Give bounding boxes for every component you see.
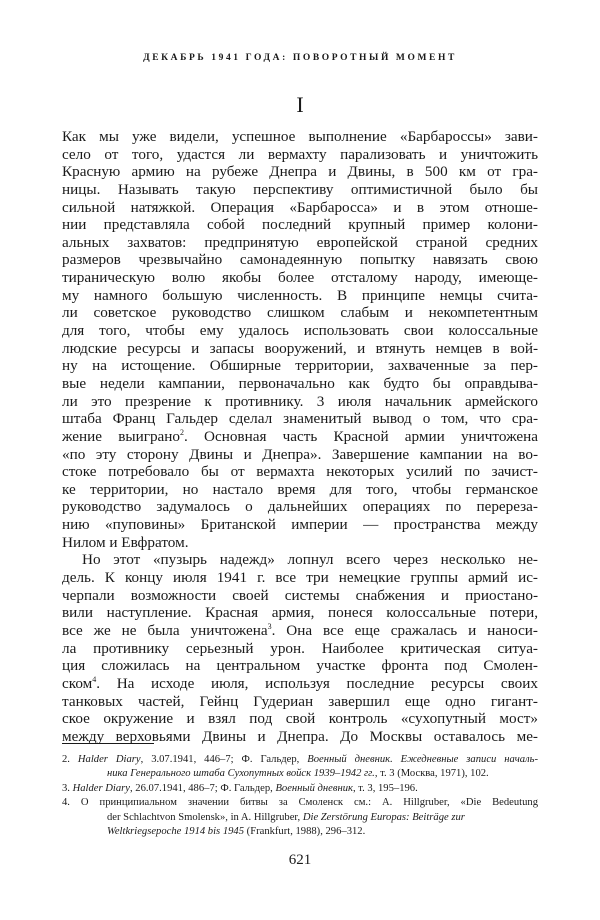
text-line: ницы. Называть такую перспективу оптимистичной было бы (62, 180, 538, 198)
text-line: ское окружение и взял под свой контроль «сухопутный мост» (62, 710, 538, 728)
text-line: Красную армию на рубеже Днепра и Двины, в 500 км от гра- (62, 163, 538, 181)
text-line: ли это презрение к противнику. 3 июля начальник армейского (62, 392, 538, 410)
footnote-divider (62, 743, 154, 744)
footnotes (62, 753, 538, 839)
text-line: му намного большую численность. В принципе немцы счита- (62, 286, 538, 304)
text-line: все же не была уничтожена$^3$. Она все еще сражалась и наноси- (62, 621, 538, 639)
body-text (62, 128, 538, 745)
text-line: ция сложилась на центральном участке фронта под Смолен- (62, 657, 538, 675)
page-number: 621 (288, 852, 312, 868)
text-line: ском$^4$. На исходе июля, используя последние ресурсы своих (62, 674, 538, 692)
text-line: для того, чтобы ему удалось использовать свои колоссальные (62, 322, 538, 340)
footnote-ref-4[interactable]: 4 (92, 674, 97, 684)
footnote-4-cont2: Weltkriegsepoche 1914 bis 1945 (Frankfurt, 1988), 296–312. (107, 825, 366, 837)
text-line: тираническую волю якобы более отсталому народу, имеюще- (62, 269, 538, 287)
text-line: между верховьями Двины и Днепра. До Москвы оставалось ме- (62, 727, 538, 745)
text-line: альных захватов: предпринятую европейской страной средних (62, 233, 538, 251)
text-line: стоке потребовало бы от вермахта некоторых усилий по зачист- (62, 463, 538, 481)
text-line: танковых частей, Гейнц Гудериан завершил еще одно гигант- (62, 692, 538, 710)
running-head: ДЕКАБРЬ 1941 ГОДА: ПОВОРОТНЫЙ МОМЕНТ (143, 53, 457, 63)
section-number: I (296, 92, 304, 117)
text-line: вые недели кампании, первоначально как будто бы оправдыва- (62, 374, 538, 392)
footnote-ref-2[interactable]: 2 (180, 427, 185, 437)
text-line: ну на истощение. Обширные территории, захваченные за пер- (62, 357, 538, 375)
footnote-3: 3. Halder Diary, 26.07.1941, 486–7; Ф. Гальдер, Военный дневник, т. 3, 195–196. (62, 782, 418, 794)
text-line: ла противнику серьезный урон. Наиболее критическая ситуа- (62, 639, 538, 657)
footnote-4: 4. О принципиальном значении битвы за Смоленск см.: A. Hillgruber, «Die Bedeutung (62, 797, 539, 809)
text-line: людские ресурсы и запасы вооружений, и втянуть немцев в вой- (62, 339, 538, 357)
text-line: дель. К концу июля 1941 г. все три немецкие группы армий ис- (62, 569, 538, 587)
text-line: село от того, удастся ли вермахту парализовать и уничтожить (62, 145, 538, 163)
text-line: Но этот «пузырь надежд» лопнул всего через несколько не- (82, 551, 538, 569)
text-line: сильной натяжкой. Операция «Барбаросса» и в этом отноше- (62, 198, 538, 216)
text-line: вили наступление. Красная армия, понеся колоссальные потери, (62, 604, 538, 622)
footnote-4-cont: der Schlachtvon Smolensk», in A. Hillgruber, Die Zerstörung Europas: Beiträge zur (107, 811, 465, 823)
text-line: Нилом и Евфратом. (62, 533, 189, 551)
footnote-ref-3[interactable]: 3 (267, 621, 272, 631)
text-line: Как мы уже видели, успешное выполнение «Барбароссы» зави- (62, 128, 538, 145)
text-line: штаба Франц Гальдер сделал знаменитый вывод о том, что сра- (62, 410, 538, 428)
text-line: нию «пуповины» Британской империи — пространства между (62, 516, 538, 534)
text-line: размеров чрезвычайно самонадеянную попытку навязать свою (62, 251, 538, 269)
footnote-2-cont: ника Генерального штаба Сухопутных войск 1939–1942 гг., т. 3 (Москва, 1971), 102. (107, 768, 489, 780)
footnote-2: 2. Halder Diary, 3.07.1941, 446–7; Ф. Гальдер, Военный дневник. Ежедневные записи началь- (62, 754, 539, 765)
text-line: жение выиграно$^2$. Основная часть Красной армии уничтожена (62, 427, 538, 445)
text-line: черпали возможности своей системы снабжения и приостано- (62, 586, 538, 604)
text-line: нии представляла собой последний крупный пример колони- (62, 216, 538, 234)
text-line: «по эту сторону Двины и Днепра». Завершение кампании на во- (62, 445, 538, 463)
text-line: ке территории, но настало время для того, чтобы германское (62, 480, 538, 498)
text-line: ли советское руководство слишком слабым и некомпетентным (62, 304, 538, 322)
text-line: руководство задумалось о дальнейших операциях по перереза- (62, 498, 538, 516)
